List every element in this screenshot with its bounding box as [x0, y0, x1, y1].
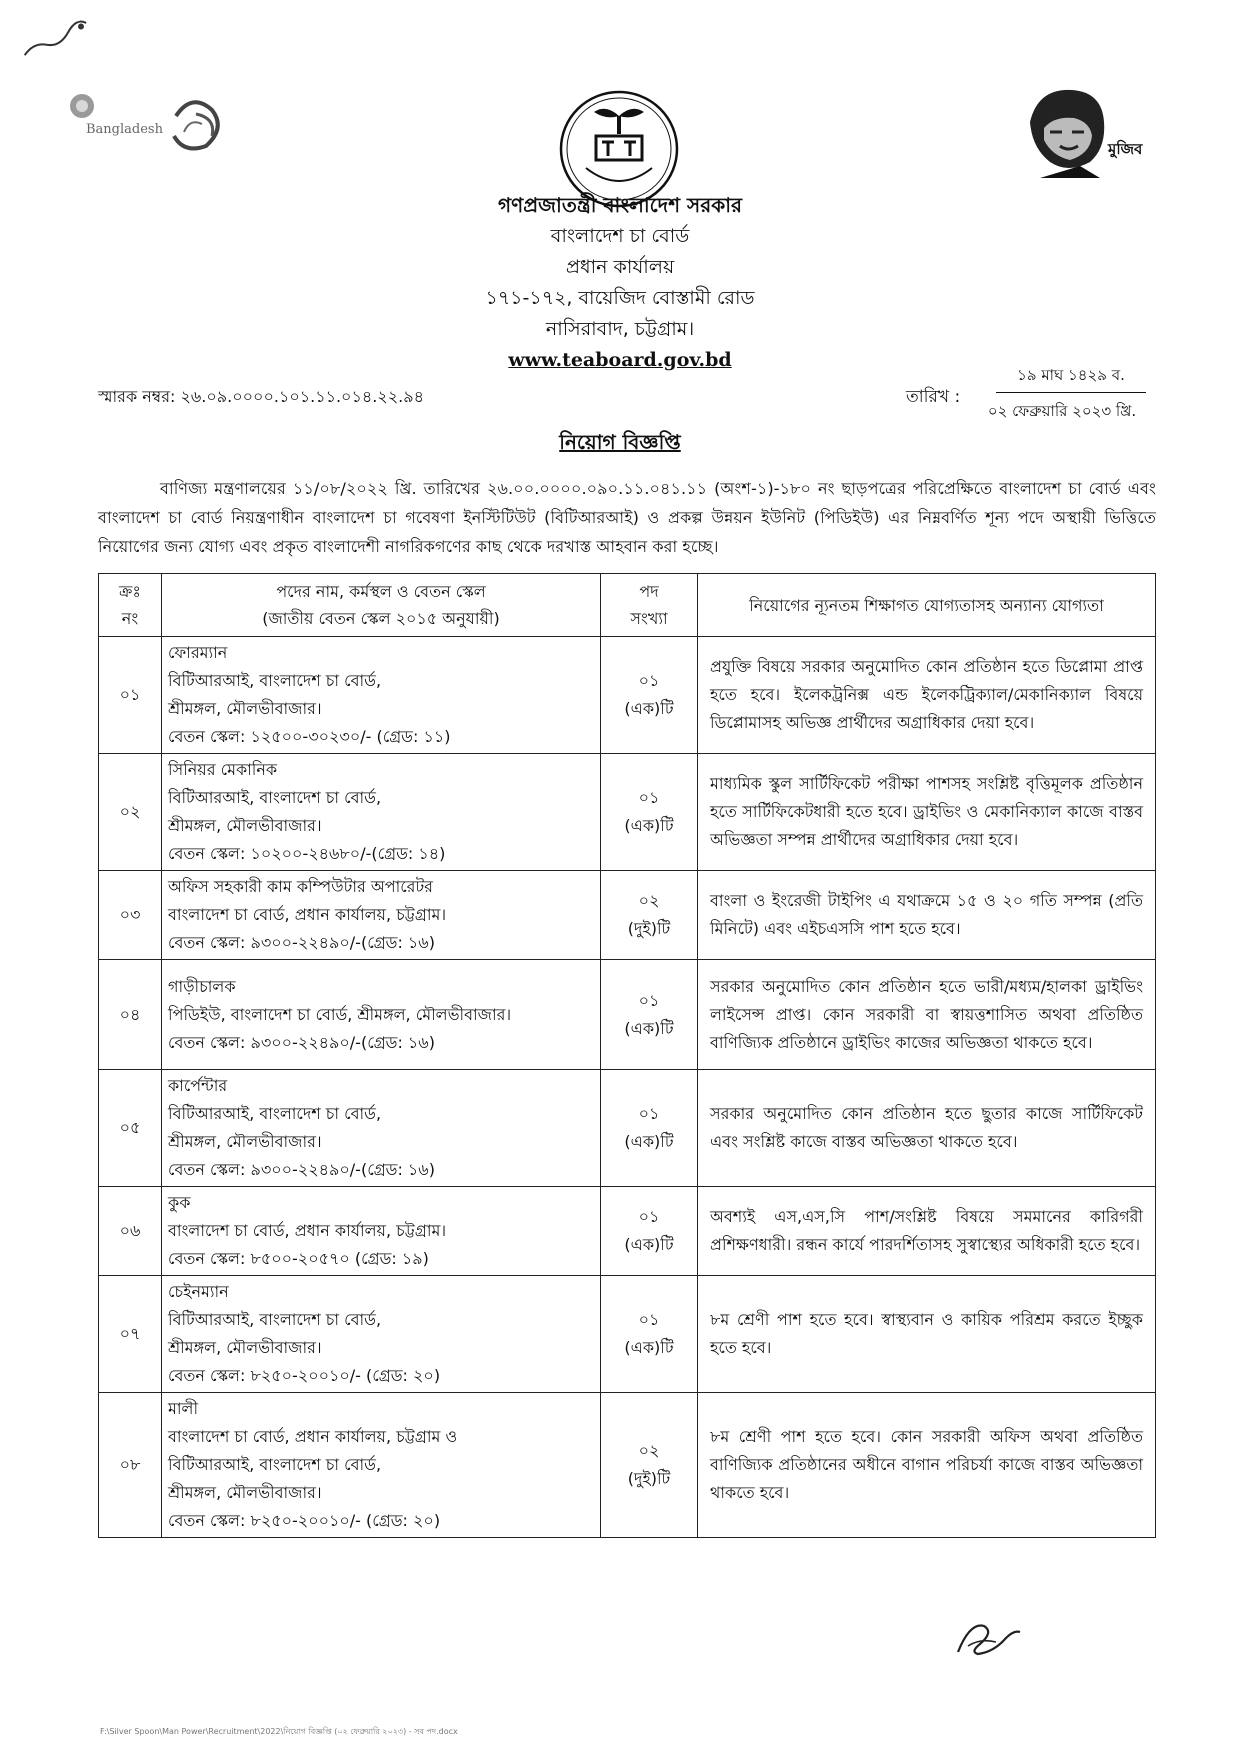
logo-left-text: Bangladesh: [86, 122, 163, 137]
header-text: পদের নাম, কর্মস্থল ও বেতন স্কেল: [276, 582, 486, 601]
notice-title: নিয়োগ বিজ্ঞপ্তি: [559, 430, 681, 454]
website-link[interactable]: www.teaboard.gov.bd: [508, 349, 732, 371]
post-cell: [162, 1187, 601, 1276]
memo-number: স্মারক নম্বর: ২৬.০৯.০০০০.১০১.১১.০১৪.২২.৯৪: [98, 387, 424, 406]
mujib-centenary-logo: [1010, 82, 1160, 178]
table-header-row: [99, 574, 1156, 637]
count-number: ০১: [638, 788, 660, 807]
count-word: (এক)টি: [624, 816, 674, 835]
header-text: নং: [121, 609, 139, 628]
post-detail: বেতন স্কেল: ৯৩০০-২২৪৯০/-(গ্রেড: ১৬): [168, 933, 435, 952]
signature-icon: [950, 1612, 1024, 1658]
post-detail: শ্রীমঙ্গল, মৌলভীবাজার।: [168, 699, 322, 718]
post-detail: বিটিআরআই, বাংলাদেশ চা বোর্ড,: [168, 788, 382, 807]
table-row: [99, 960, 1156, 1070]
post-detail: পিডিইউ, বাংলাদেশ চা বোর্ড, শ্রীমঙ্গল, মৌলভীবাজার।: [168, 1004, 512, 1024]
serial-cell: ০৭: [99, 1276, 162, 1393]
qualification-cell: [698, 754, 1156, 871]
header-text: সংখ্যা: [630, 609, 668, 628]
header-text: নিয়োগের ন্যূনতম শিক্ষাগত যোগ্যতাসহ অন্যান্য যোগ্যতা: [749, 595, 1104, 615]
date-label: তারিখ :: [906, 387, 961, 407]
handwritten-mark-icon: [18, 19, 94, 64]
post-detail: বিটিআরআই, বাংলাদেশ চা বোর্ড,: [168, 671, 382, 690]
qualification-text: সরকার অনুমোদিত কোন প্রতিষ্ঠান হতে ভারী/মধ্যম/হালকা ড্রাইভিং লাইসেন্স প্রাপ্ত। কোন সরকারী বা স্বায়ত্তশাসিত অথবা প্রতিষ্ঠিত বাণিজ্যিক প্রতিষ্ঠানে ড্রাইভিং কাজের অভিজ্ঞতা থাকতে হবে।: [710, 976, 1143, 1052]
count-number: ০১: [638, 1104, 660, 1123]
count-cell: [601, 871, 698, 960]
qualification-cell: [698, 871, 1156, 960]
count-cell: [601, 1187, 698, 1276]
portrait-icon: [1010, 82, 1160, 178]
post-detail: শ্রীমঙ্গল, মৌলভীবাজার।: [168, 1132, 322, 1151]
serial-cell: ০২: [99, 754, 162, 871]
post-detail: বিটিআরআই, বাংলাদেশ চা বোর্ড,: [168, 1104, 382, 1123]
portrait-text: মুজিব: [1108, 140, 1143, 158]
qualification-text: মাধ্যমিক স্কুল সার্টিফিকেট পরীক্ষা পাশসহ সংশ্লিষ্ট বৃত্তিমূলক প্রতিষ্ঠান হতে সার্টিফিকেটধারী হতে হবে। ড্রাইভিং ও মেকানিক্যাল কাজে বাস্তব অভিজ্ঞতা সম্পন্ন প্রার্থীদের অগ্রাধিকার দেয়া হবে।: [710, 774, 1143, 849]
table-row: [99, 1187, 1156, 1276]
count-number: ০১: [638, 990, 660, 1010]
serial-cell: ০৬: [99, 1187, 162, 1276]
qualification-text: সরকার অনুমোদিত কোন প্রতিষ্ঠান হতে ছুতার কাজে সার্টিফিকেট এবং সংশ্লিষ্ট কাজে বাস্তব অভিজ্ঞতা থাকতে হবে।: [710, 1104, 1143, 1151]
date-bangla: ১৯ মাঘ ১৪২৯ ব.: [996, 364, 1146, 393]
count-word: (এক)টি: [624, 1018, 674, 1038]
table-row: [99, 754, 1156, 871]
address-line-1: ১৭১-১৭২, বায়েজিদ বোস্তামী রোড: [485, 287, 755, 309]
post-title: কুক: [168, 1193, 191, 1212]
post-detail: বেতন স্কেল: ৮২৫০-২০০১০/- (গ্রেড: ২০): [168, 1366, 441, 1385]
post-detail: বিটিআরআই, বাংলাদেশ চা বোর্ড,: [168, 1310, 382, 1329]
office-name: প্রধান কার্যালয়: [565, 256, 675, 278]
count-number: ০২: [638, 1441, 660, 1460]
count-cell: [601, 1393, 698, 1538]
post-cell: [162, 871, 601, 960]
date-block: [906, 364, 1146, 424]
post-detail: শ্রীমঙ্গল, মৌলভীবাজার।: [168, 1338, 322, 1357]
post-cell: [162, 1393, 601, 1538]
col-header-post: [162, 574, 601, 637]
table-row: [99, 1276, 1156, 1393]
qualification-cell: [698, 1070, 1156, 1187]
count-word: (এক)টি: [624, 1338, 674, 1357]
table-row: [99, 637, 1156, 754]
count-cell: [601, 1276, 698, 1393]
qualification-cell: [698, 1187, 1156, 1276]
post-title: ফোরম্যান: [168, 643, 228, 662]
table-row: [99, 1070, 1156, 1187]
post-cell: [162, 637, 601, 754]
post-cell: [162, 1276, 601, 1393]
count-cell: [601, 960, 698, 1070]
post-cell: [162, 1070, 601, 1187]
count-number: ০১: [638, 671, 660, 690]
post-detail: বাংলাদেশ চা বোর্ড, প্রধান কার্যালয়, চট্টগ্রাম ও: [168, 1427, 458, 1446]
serial-cell: ০৩: [99, 871, 162, 960]
qualification-text: প্রযুক্তি বিষয়ে সরকার অনুমোদিত কোন প্রতিষ্ঠান হতে ডিপ্লোমা প্রাপ্ত হতে হবে। ইলেকট্রনিক্স এন্ড ইলেকট্রিক্যাল/মেকানিক্যাল বিষয়ে ডিপ্লোমাসহ অভিজ্ঞ প্রার্থীদের অগ্রাধিকার দেয়া হবে।: [710, 657, 1143, 732]
post-detail: বিটিআরআই, বাংলাদেশ চা বোর্ড,: [168, 1455, 382, 1474]
count-word: (দুই)টি: [627, 1469, 671, 1488]
qualification-cell: [698, 960, 1156, 1070]
letterhead: [0, 190, 1240, 376]
qualification-cell: [698, 1276, 1156, 1393]
qualification-text: ৮ম শ্রেণী পাশ হতে হবে। কোন সরকারী অফিস অথবা প্রতিষ্ঠিত বাণিজ্যিক প্রতিষ্ঠানের অধীনে বাগান পরিচর্যা কাজে বাস্তব অভিজ্ঞতা থাকতে হবে।: [710, 1427, 1143, 1502]
table-row: [99, 1393, 1156, 1538]
header-text: (জাতীয় বেতন স্কেল ২০১৫ অনুযায়ী): [262, 609, 500, 628]
count-number: ০২: [638, 891, 660, 910]
table-body: [99, 637, 1156, 1538]
address-line-2: নাসিরাবাদ, চট্টগ্রাম।: [545, 318, 695, 340]
count-word: (দুই)টি: [627, 919, 671, 938]
col-header-qualification: [698, 574, 1156, 637]
count-word: (এক)টি: [624, 1132, 674, 1151]
qualification-text: বাংলা ও ইংরেজী টাইপিং এ যথাক্রমে ১৫ ও ২০ গতি সম্পন্ন (প্রতি মিনিটে) এবং এইচএসসি পাশ হতে হবে।: [710, 891, 1143, 938]
post-title: মালী: [168, 1399, 199, 1418]
table-row: [99, 871, 1156, 960]
intro-paragraph: বাণিজ্য মন্ত্রণালয়ের ১১/০৮/২০২২ খ্রি. তারিখের ২৬.০০.০০০০.০৯০.১১.০৪১.১১ (অংশ-১)-১৮০ নং ছাড়পত্রের পরিপ্রেক্ষিতে বাংলাদেশ চা বোর্ড এবং বাংলাদেশ চা বোর্ড নিয়ন্ত্রণাধীন বাংলাদেশ চা গবেষণা ইনস্টিটিউট (বিটিআরআই) ও প্রকল্প উন্নয়ন ইউনিট (পিডিইউ) এর নিম্নবর্ণিত শূন্য পদে অস্থায়ী ভিত্তিতে নিয়োগের জন্য যোগ্য এবং প্রকৃত বাংলাদেশী নাগরিকগণের কাছ থেকে দরখাস্ত আহবান করা হচ্ছে।: [98, 479, 1156, 556]
bangladesh-anniversary-logo: [66, 88, 256, 158]
post-detail: বাংলাদেশ চা বোর্ড, প্রধান কার্যালয়, চট্টগ্রাম।: [168, 905, 447, 924]
post-detail: বেতন স্কেল: ১০২০০-২৪৬৮০/-(গ্রেড: ১৪): [168, 844, 446, 863]
government-name: গণপ্রজাতন্ত্রী বাংলাদেশ সরকার: [498, 193, 742, 217]
post-detail: বাংলাদেশ চা বোর্ড, প্রধান কার্যালয়, চট্টগ্রাম।: [168, 1221, 447, 1240]
serial-cell: ০৫: [99, 1070, 162, 1187]
qualification-cell: [698, 1393, 1156, 1538]
post-detail: শ্রীমঙ্গল, মৌলভীবাজার।: [168, 816, 322, 835]
post-cell: [162, 960, 601, 1070]
organization-name: বাংলাদেশ চা বোর্ড: [550, 225, 690, 247]
col-header-serial: [99, 574, 162, 637]
post-title: কার্পেন্টার: [168, 1076, 228, 1095]
serial-cell: ০৮: [99, 1393, 162, 1538]
serial-cell: ০১: [99, 637, 162, 754]
qualification-text: ৮ম শ্রেণী পাশ হতে হবে। স্বাস্থ্যবান ও কায়িক পরিশ্রম করতে ইচ্ছুক হতে হবে।: [710, 1310, 1143, 1357]
post-detail: বেতন স্কেল: ১২৫০০-৩০২৩০/- (গ্রেড: ১১): [168, 727, 451, 746]
col-header-count: [601, 574, 698, 637]
file-path-footer: F:\Silver Spoon\Man Power\Recruitment\2022\নিয়োগ বিজ্ঞপ্তি (০২ ফেব্রুয়ারি ২০২৩) - সব পদ.docx: [100, 1727, 458, 1736]
post-detail: বেতন স্কেল: ৮৫০০-২০৫৭০ (গ্রেড: ১৯): [168, 1249, 429, 1268]
vacancy-table: [98, 573, 1156, 1538]
post-detail: শ্রীমঙ্গল, মৌলভীবাজার।: [168, 1483, 322, 1502]
post-cell: [162, 754, 601, 871]
count-word: (এক)টি: [624, 699, 674, 718]
count-number: ০১: [638, 1310, 660, 1329]
count-number: ০১: [638, 1207, 660, 1226]
count-cell: [601, 1070, 698, 1187]
post-detail: বেতন স্কেল: ৯৩০০-২২৪৯০/-(গ্রেড: ১৬): [168, 1160, 435, 1179]
qualification-cell: [698, 637, 1156, 754]
count-cell: [601, 754, 698, 871]
header-text: ক্রঃ: [119, 582, 141, 601]
post-title: চেইনম্যান: [168, 1282, 229, 1301]
post-detail: বেতন স্কেল: ৮২৫০-২০০১০/- (গ্রেড: ২০): [168, 1511, 441, 1530]
count-cell: [601, 637, 698, 754]
serial-cell: ০৪: [99, 960, 162, 1070]
header-text: পদ: [639, 582, 659, 601]
post-title: সিনিয়র মেকানিক: [168, 760, 278, 779]
count-word: (এক)টি: [624, 1235, 674, 1254]
qualification-text: অবশ্যই এস,এস,সি পাশ/সংশ্লিষ্ট বিষয়ে সমমানের কারিগরী প্রশিক্ষণধারী। রন্ধন কার্যে পারদর্শিতাসহ সুস্বাস্থ্যের অধিকারী হতে হবে।: [710, 1207, 1143, 1254]
post-title: অফিস সহকারী কাম কম্পিউটার অপারেটর: [168, 877, 433, 896]
post-title: গাড়ীচালক: [168, 976, 236, 996]
post-detail: বেতন স্কেল: ৯৩০০-২২৪৯০/-(গ্রেড: ১৬): [168, 1032, 435, 1052]
date-gregorian: ০২ ফেব্রুয়ারি ২০২৩ খ্রি.: [987, 402, 1137, 420]
